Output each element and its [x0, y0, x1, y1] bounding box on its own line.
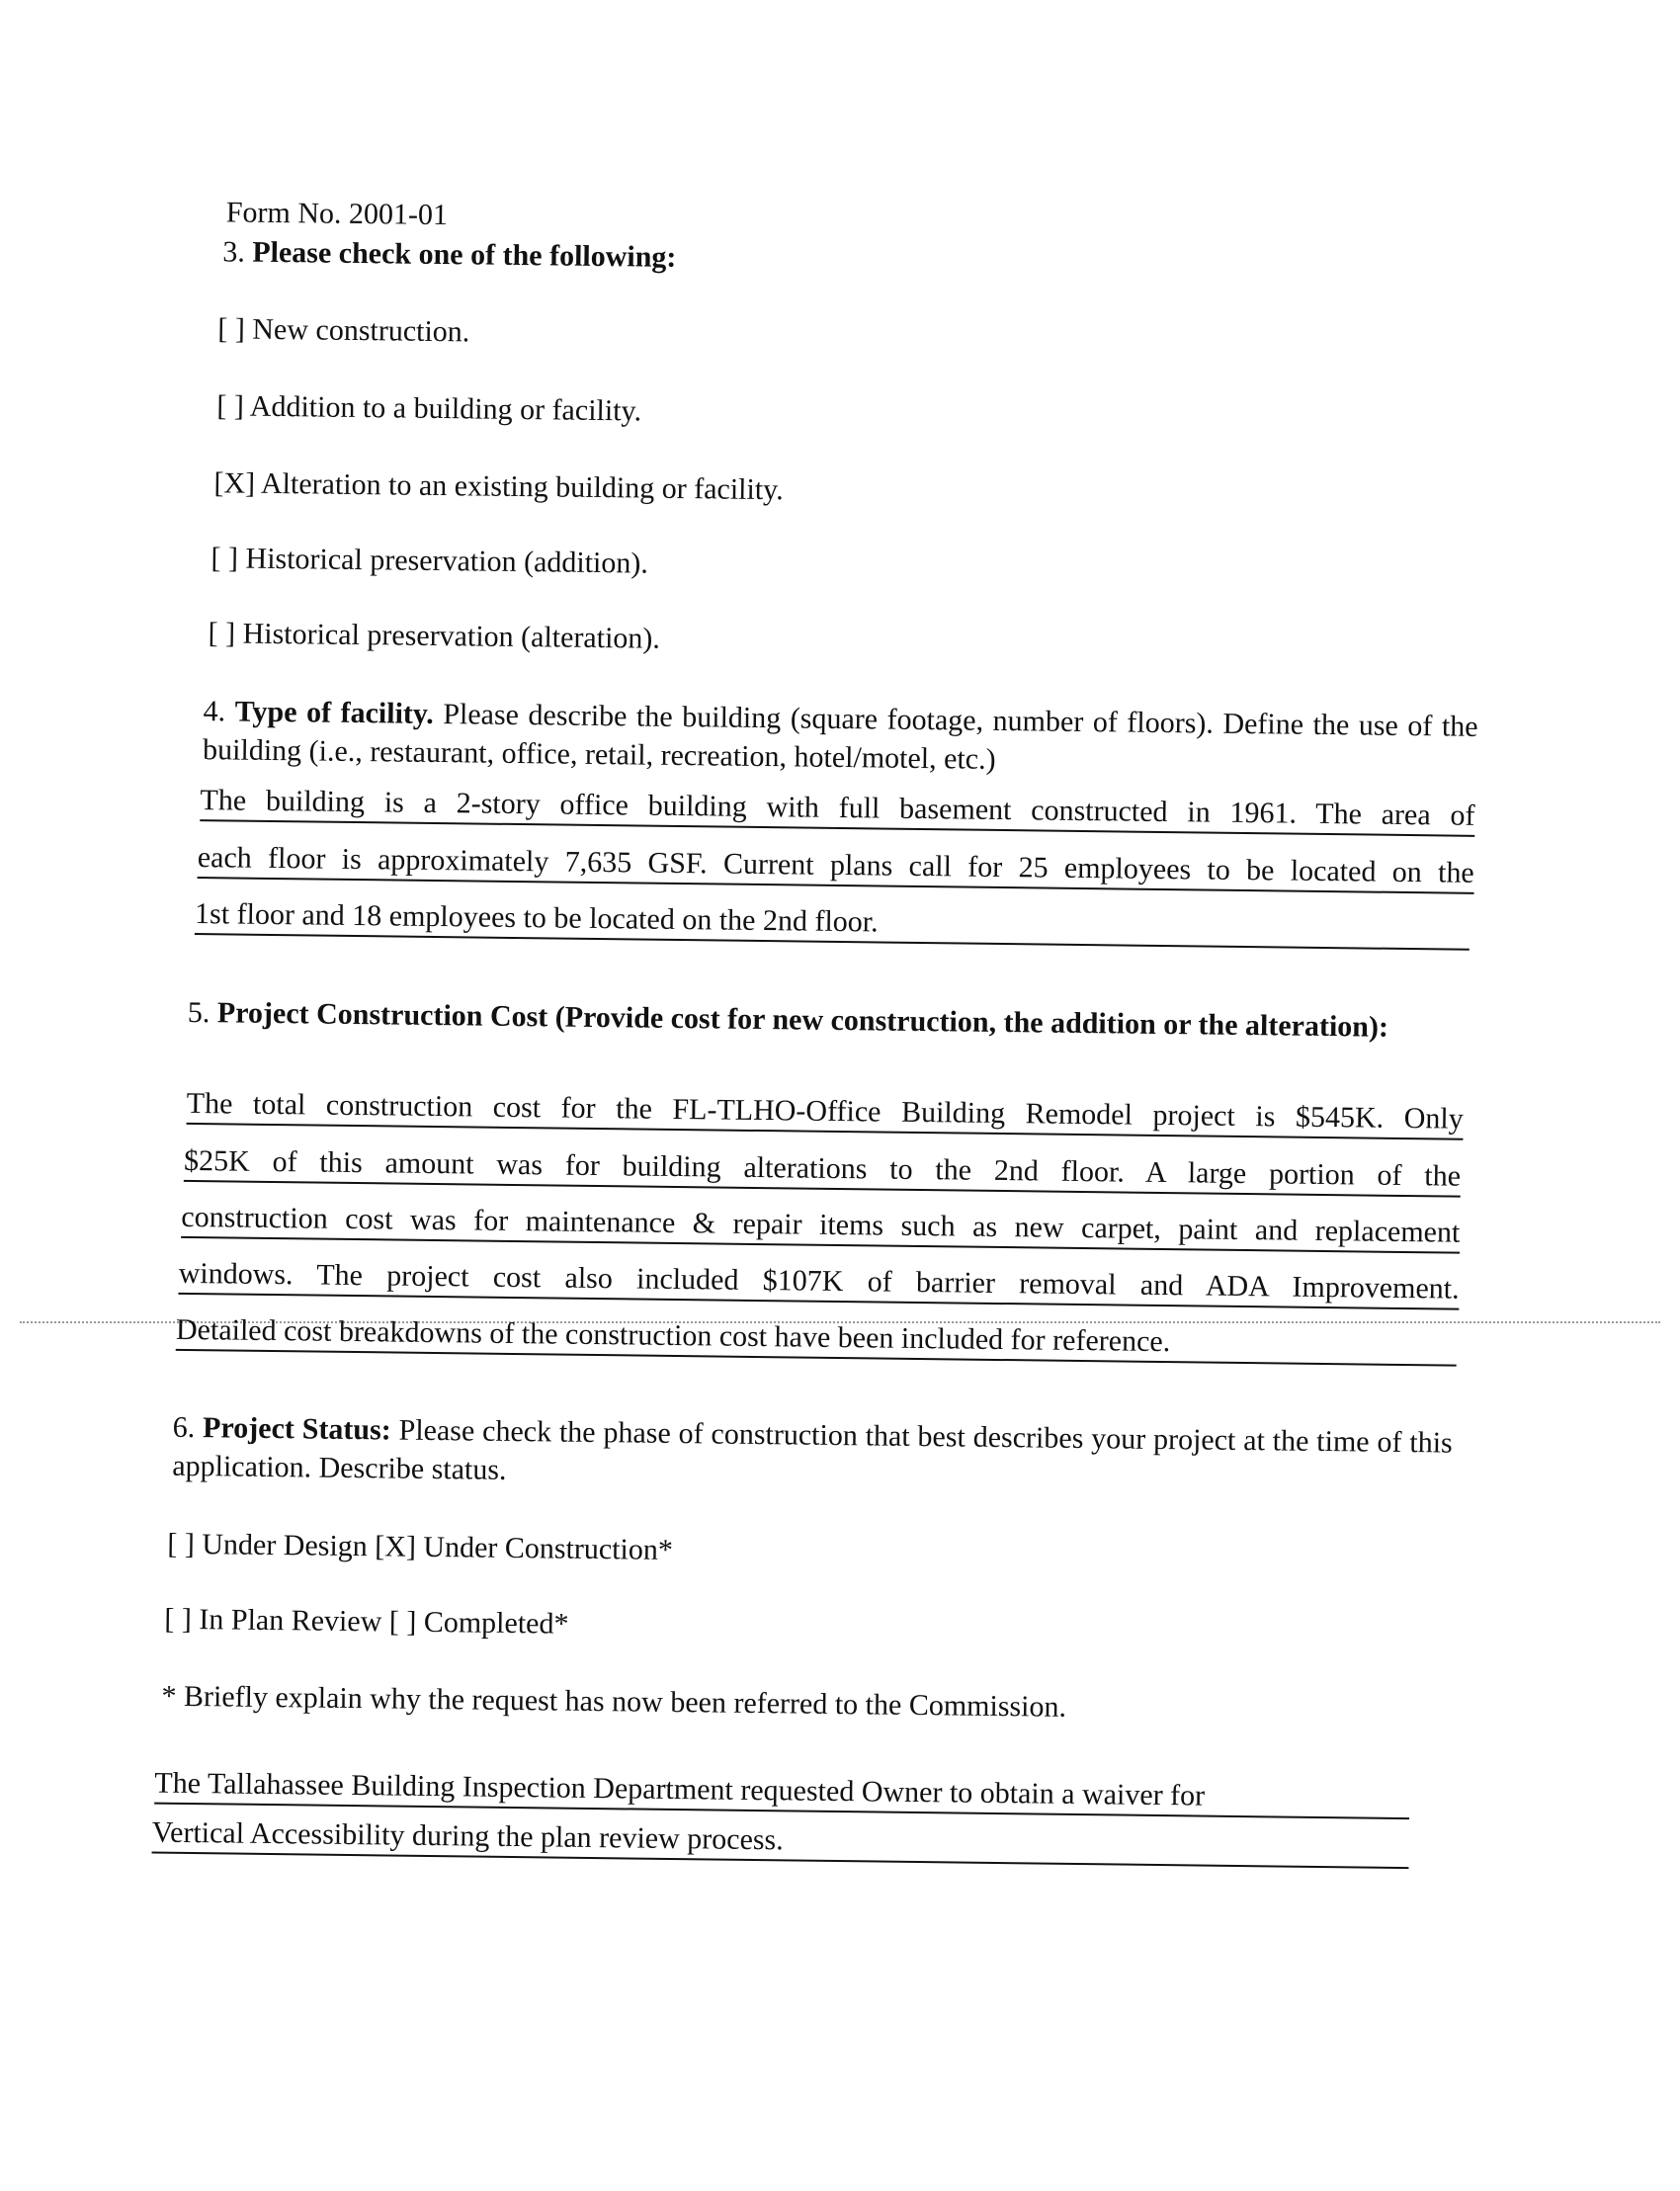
q5-answer-line[interactable]: windows. The project cost also included $107K of barrier removal and ADA Improvement. [178, 1259, 1459, 1310]
status-options-line-2[interactable]: [ ] In Plan Review [ ] Completed* [164, 1602, 569, 1641]
option-label: New construction. [252, 312, 470, 349]
checkbox[interactable]: [ ] [217, 312, 246, 346]
q4-title: Type of facility. [234, 695, 434, 730]
q6-heading [172, 1408, 1453, 1501]
q5-answer-line[interactable]: construction cost was for maintenance & repair items such as new carpet, paint and replacement [181, 1203, 1460, 1254]
q6-title: Project Status: [202, 1411, 391, 1447]
checkbox[interactable]: [ ] [208, 617, 236, 650]
option-label: Addition to a building or facility. [249, 389, 642, 428]
explain-prompt: * Briefly explain why the request has now been referred to the Commission. [161, 1679, 1067, 1724]
q3-title: Please check one of the following: [252, 235, 677, 274]
q3-option[interactable] [213, 468, 784, 505]
q5-answer-line[interactable]: Detailed cost breakdowns of the construction cost have been included for reference. [176, 1315, 1457, 1367]
checkbox[interactable]: [X] [213, 466, 256, 500]
q3-option[interactable] [208, 619, 660, 654]
q4-number: 4. [203, 695, 226, 728]
q5-number: 5. [187, 995, 210, 1030]
q3-option[interactable] [216, 391, 641, 426]
q4-answer-line[interactable]: 1st floor and 18 employees to be located on the 2nd floor. [195, 899, 1470, 951]
q3-option[interactable] [217, 314, 469, 347]
checkbox[interactable]: [ ] [216, 389, 245, 423]
q4-prompt: Please describe the building (square footage, number of floors). Define the use of the building (i.e., restaurant, office, retail, recreation, hotel/motel, etc.) [202, 698, 1478, 776]
option-label: Historical preservation (addition). [245, 542, 649, 580]
option-label: Historical preservation (alteration). [242, 617, 661, 655]
q3-number: 3. [222, 235, 246, 269]
q5-heading [188, 993, 1468, 1048]
q6-answer-line[interactable]: The Tallahassee Building Inspection Department requested Owner to obtain a waiver for [154, 1769, 1409, 1820]
q6-number: 6. [172, 1410, 196, 1445]
form-number: Form No. 2001-01 [225, 196, 449, 232]
q5-answer-line[interactable]: $25K of this amount was for building alterations to the 2nd floor. A large portion of the [184, 1146, 1461, 1198]
q4-answer-line[interactable]: The building is a 2-story office building with full basement constructed in 1961. The area of [200, 786, 1474, 837]
q3-heading [222, 237, 676, 273]
status-options-line-1[interactable]: [ ] Under Design [X] Under Construction* [167, 1527, 674, 1566]
q4-heading [203, 692, 1478, 785]
q6-prompt: Please check the phase of construction that best describes your project at the time of this application. Describe status. [172, 1413, 1453, 1486]
q5-answer-line[interactable]: The total construction cost for the FL-TLHO-Office Building Remodel project is $545K. Only [187, 1089, 1464, 1140]
q5-title: Project Construction Cost (Provide cost for new construction, the addition or the alteration): [216, 996, 1389, 1044]
option-label: Alteration to an existing building or facility. [260, 466, 784, 507]
q3-option[interactable] [210, 544, 648, 578]
q6-answer-line[interactable]: Vertical Accessibility during the plan review process. [152, 1818, 1409, 1870]
q4-answer-line[interactable]: each floor is approximately 7,635 GSF. Current plans call for 25 employees to be located on the [198, 843, 1474, 894]
checkbox[interactable]: [ ] [210, 542, 239, 575]
